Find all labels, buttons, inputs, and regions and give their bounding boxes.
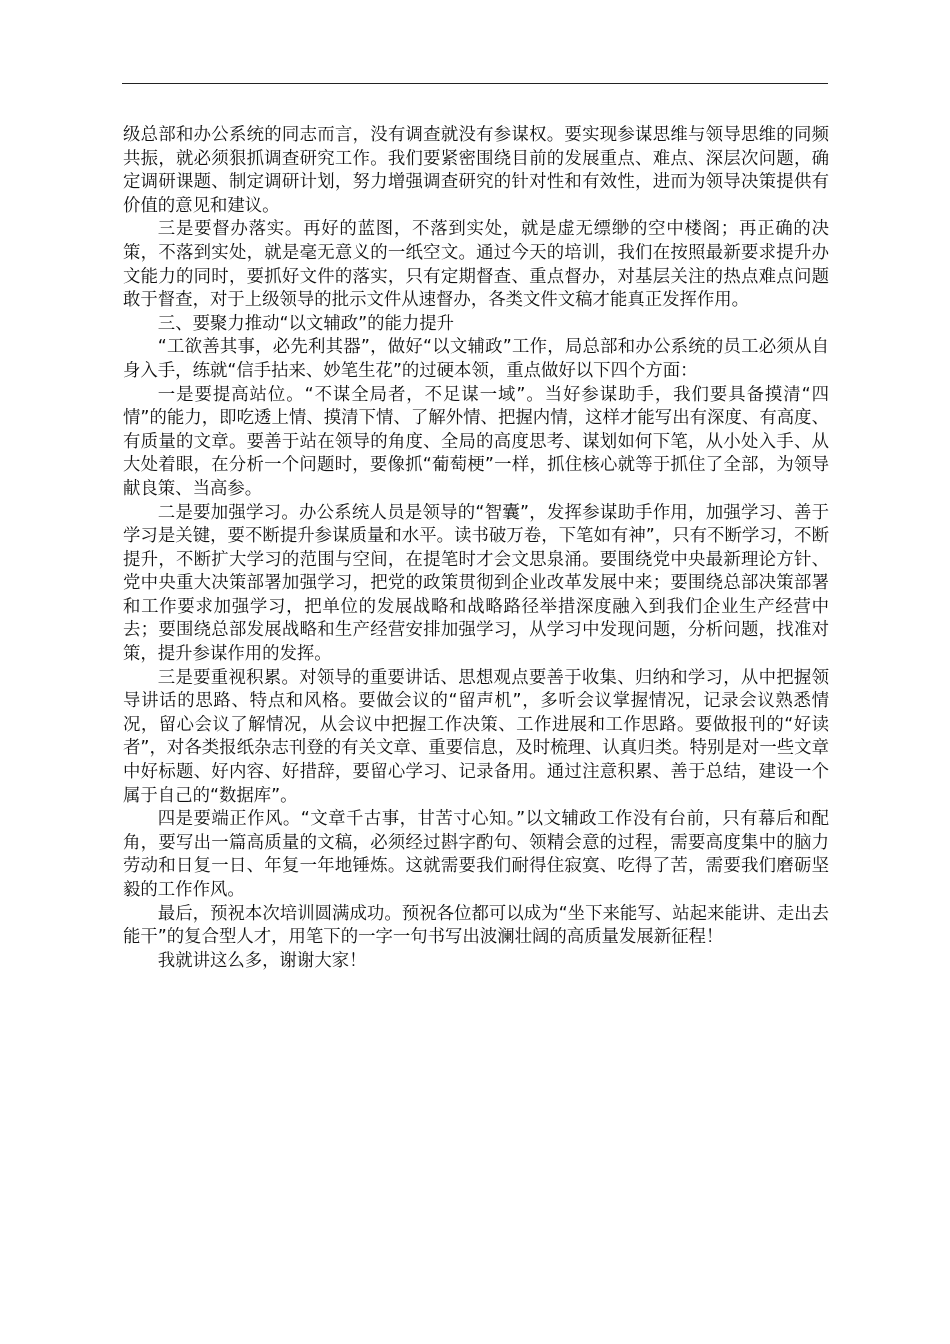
paragraph-thanks: 我就讲这么多，谢谢大家！: [157, 950, 367, 971]
document-body: [123, 124, 829, 973]
paragraph-position: 一是要提高站位。“不谋全局者，不足谋一域”。当好参谋助手，我们要具备摸清“四情”的能力，即吃透上情、摸清下情、了解外情、把握内情，这样才能写出有深度、有高度、有质量的文章。要善于站在领导的角度、全局的高度思考、谋划如何下笔，从小处入手、从大处着眼，在分析一个问题时，要像抓“葡萄梗”一样，抓住核心就等于抓住了全部，为领导献良策、当高参。: [123, 384, 829, 499]
paragraph-learning: 二是要加强学习。办公系统人员是领导的“智囊”，发挥参谋助手作用，加强学习、善于学习是关键，要不断提升参谋质量和水平。读书破万卷，下笔如有神”，只有不断学习，不断提升，不断扩大学习的范围与空间，在提笔时才会文思泉涌。要围绕党中央最新理论方针、党中央重大决策部署加强学习，把党的政策贯彻到企业改革发展中来；要围绕总部决策部署和工作要求加强学习，把单位的发展战略和战略路径举措深度融入到我们企业生产经营中去；要围绕总部发展战略和生产经营安排加强学习，从学习中发现问题，分析问题，找准对策，提升参谋作用的发挥。: [123, 502, 829, 665]
section-heading: 三、要聚力推动“以文辅政”的能力提升: [157, 313, 455, 334]
header-rule: [122, 83, 828, 84]
paragraph-style: 四是要端正作风。“文章千古事，甘苦寸心知。”以文辅政工作没有台前，只有幕后和配角，要写出一篇高质量的文稿，必须经过斟字酌句、领精会意的过程，需要高度集中的脑力劳动和日复一日、年复一年地锤炼。这就需要我们耐得住寂寞、吃得了苦，需要我们磨砺坚毅的工作作风。: [123, 809, 829, 900]
paragraph-intro: “工欲善其事，必先利其器”，做好“以文辅政”工作，局总部和办公系统的员工必须从自身入手，练就“信手拈来、妙笔生花”的过硬本领，重点做好以下四个方面：: [123, 337, 829, 381]
paragraph-closing: 最后，预祝本次培训圆满成功。预祝各位都可以成为“坐下来能写、站起来能讲、走出去能干”的复合型人才，用笔下的一字一句书写出波澜壮阔的高质量发展新征程！: [123, 903, 829, 948]
paragraph-continuation: 级总部和办公系统的同志而言，没有调查就没有参谋权。要实现参谋思维与领导思维的同频共振，就必须狠抓调查研究工作。我们要紧密围绕目前的发展重点、难点、深层次问题，确定调研课题、制定调研计划，努力增强调查研究的针对性和有效性，进而为领导决策提供有价值的意见和建议。: [123, 125, 829, 216]
paragraph-supervision: 三是要督办落实。再好的蓝图，不落到实处，就是虚无缥缈的空中楼阁；再正确的决策，不落到实处，就是毫无意义的一纸空文。通过今天的培训，我们在按照最新要求提升办文能力的同时，要抓好文件的落实，只有定期督查、重点督办，对基层关注的热点难点问题敢于督查，对于上级领导的批示文件从速督办，各类文件文稿才能真正发挥作用。: [123, 219, 829, 311]
paragraph-accumulation: 三是要重视积累。对领导的重要讲话、思想观点要善于收集、归纳和学习，从中把握领导讲话的思路、特点和风格。要做会议的“留声机”，多听会议掌握情况，记录会议熟悉情况，留心会议了解情况，从会议中把握工作决策、工作进展和工作思路。要做报刊的“好读者”，对各类报纸杂志刊登的有关文章、重要信息，及时梳理、认真归类。特别是对一些文章中好标题、好内容、好措辞，要留心学习、记录备用。通过注意积累、善于总结，建设一个属于自己的“数据库”。: [123, 667, 829, 806]
